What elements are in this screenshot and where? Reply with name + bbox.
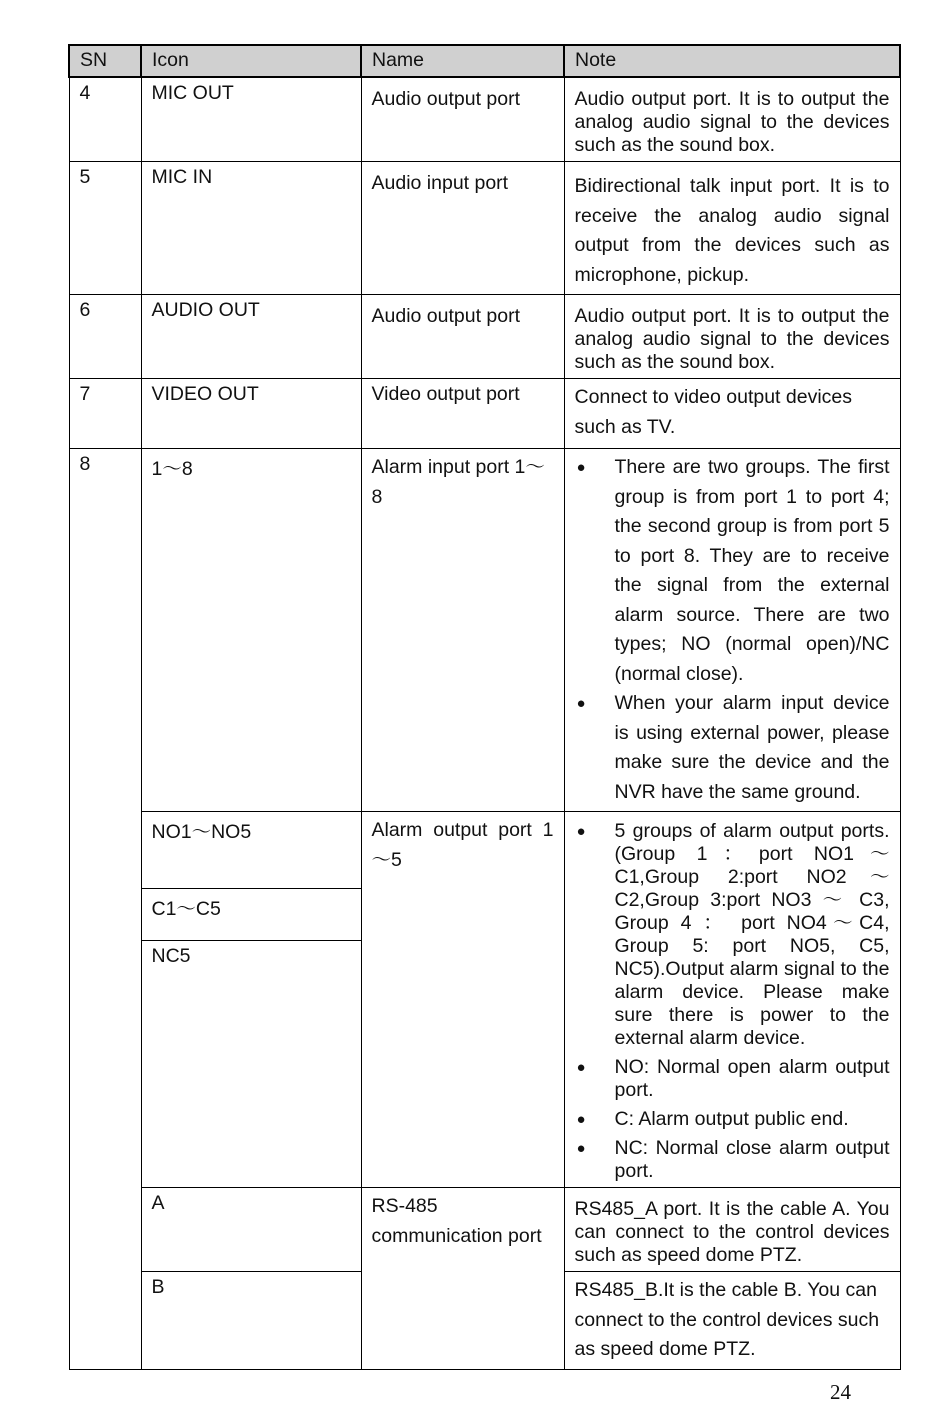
icon-cell: NO1～NO5	[141, 812, 361, 889]
icon-cell: MIC OUT	[141, 77, 361, 162]
table-row	[69, 449, 900, 812]
note-cell	[564, 449, 900, 812]
note-cell: RS485_A port. It is the cable A. You can connect to the control devices such as speed dome PTZ.	[564, 1188, 900, 1272]
list-item: ● NO: Normal open alarm output port.	[575, 1056, 890, 1102]
sn-cell: 6	[69, 295, 141, 379]
note-cell: Connect to video output devices such as TV.	[564, 379, 900, 449]
note-cell: Audio output port. It is to output the analog audio signal to the devices such as the sound box.	[564, 295, 900, 379]
sn-cell: 8	[69, 449, 141, 1370]
alarm-input-bullets	[575, 453, 890, 807]
note-cell: RS485_B.It is the cable B. You can connect to the control devices such as speed dome PTZ.	[564, 1272, 900, 1370]
name-cell: RS-485 communication port	[361, 1188, 564, 1370]
sn-cell: 5	[69, 162, 141, 295]
table-row	[69, 162, 900, 295]
icon-cell: B	[141, 1272, 361, 1370]
icon-cell: AUDIO OUT	[141, 295, 361, 379]
sn-cell: 4	[69, 77, 141, 162]
list-item: ● NC: Normal close alarm output port.	[575, 1137, 890, 1183]
sn-cell: 7	[69, 379, 141, 449]
alarm-output-bullets	[575, 820, 890, 1183]
note-cell	[564, 812, 900, 1188]
table-row	[69, 77, 900, 162]
port-spec-table	[68, 44, 901, 1370]
name-cell: Alarm input port 1～8	[361, 449, 564, 812]
header-icon: Icon	[141, 45, 361, 77]
table-row	[69, 1188, 900, 1272]
table-header-row	[69, 45, 900, 77]
icon-cell: MIC IN	[141, 162, 361, 295]
table-row	[69, 295, 900, 379]
note-cell: Audio output port. It is to output the analog audio signal to the devices such as the sound box.	[564, 77, 900, 162]
icon-cell: 1～8	[141, 449, 361, 812]
list-item: ● When your alarm input device is using external power, please make sure the device and the NVR have the same ground.	[575, 689, 890, 807]
table-row	[69, 812, 900, 889]
list-item: ● C: Alarm output public end.	[575, 1108, 890, 1131]
list-item: ● There are two groups. The first group is from port 1 to port 4; the second group is from port 5 to port 8. They are to receive the signal from the external alarm source. There are two types; NO (normal open)/NC (normal close).	[575, 453, 890, 689]
name-cell: Audio input port	[361, 162, 564, 295]
name-cell: Video output port	[361, 379, 564, 449]
note-cell: Bidirectional talk input port. It is to receive the analog audio signal output from the devices such as microphone, pickup.	[564, 162, 900, 295]
name-cell: Audio output port	[361, 295, 564, 379]
table-row	[69, 379, 900, 449]
header-sn: SN	[69, 45, 141, 77]
icon-cell: A	[141, 1188, 361, 1272]
page-number: 24	[830, 1380, 851, 1404]
icon-cell: VIDEO OUT	[141, 379, 361, 449]
header-note: Note	[564, 45, 900, 77]
header-name: Name	[361, 45, 564, 77]
icon-cell: C1～C5	[141, 888, 361, 940]
name-cell: Alarm output port 1～5	[361, 812, 564, 1188]
name-cell: Audio output port	[361, 77, 564, 162]
icon-cell: NC5	[141, 941, 361, 1188]
list-item: ● 5 groups of alarm output ports. (Group 1：port NO1～C1,Group 2:port NO2～C2,Group 3:port NO3 ～ C3, Group 4 ： port NO4～C4, Group 5: port NO5, C5, NC5).Output alarm signal to the alarm device. Please make sure there is power to the external alarm device.	[575, 820, 890, 1050]
